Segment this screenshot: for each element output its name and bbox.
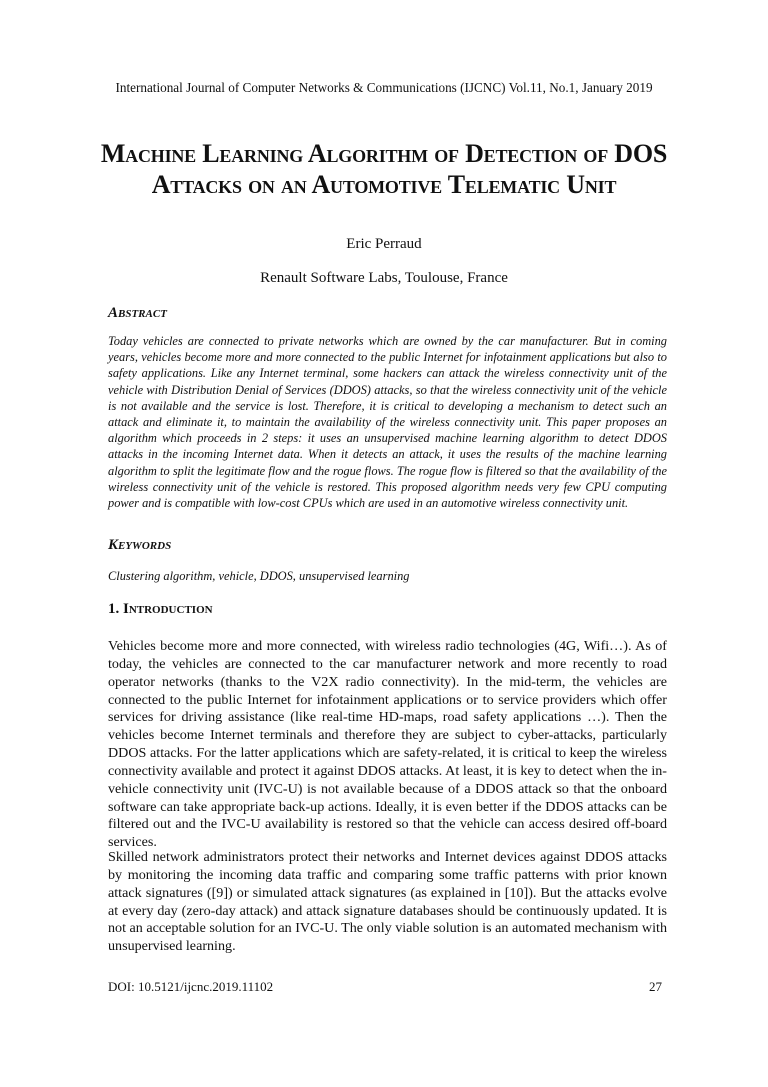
running-head: International Journal of Computer Networks & Communications (IJCNC) Vol.11, No.1, January 2019	[115, 80, 653, 95]
keywords-heading: Keywords	[108, 537, 172, 553]
abstract-heading: Abstract	[108, 305, 167, 321]
page-number: 27	[649, 979, 662, 994]
intro-paragraph-1: Vehicles become more and more connected, with wireless radio technologies (4G, Wifi…). As of today, the vehicles are connected to the car manufacturer network and more recently to road operator networks (thanks to the V2X radio connectivity). In the mid-term, the vehicles are connected to the public Internet for infotainment applications or to service providers which offer services for driving assistance (like real-time HD-maps, road safety applications …). Then the vehicles become Internet terminals and therefore they are subject to cyber-attacks, particularly DDOS attacks. For the latter applications which are safety-related, it is critical to keep the wireless connectivity available and protect it against DDOS attacks. At least, it is key to detect when the in-vehicle connectivity unit (IVC-U) is not available because of a DDOS attack so that the onboard software can take appropriate back-up actions. Ideally, it is even better if the DDOS attacks can be filtered out and the IVC-U availability is restored so that the vehicle can access desired off-board services.	[108, 638, 667, 851]
intro-paragraph-2: Skilled network administrators protect their networks and Internet devices against DDOS attacks by monitoring the incoming data traffic and comparing some traffic patterns with prior known attack signatures ([9]) or simulated attack signatures (as explained in [10]). But the attacks evolve at every day (zero-day attack) and attack signature databases should be continuously updated. It is not an acceptable solution for an IVC-U. The only viable solution is an automated mechanism with unsupervised learning.	[108, 849, 667, 955]
author-name: Eric Perraud	[346, 236, 422, 252]
paper-title: Machine Learning Algorithm of Detection of DOS Attacks on an Automotive Telematic Unit	[100, 139, 668, 199]
author-affiliation: Renault Software Labs, Toulouse, France	[260, 270, 508, 286]
keywords-text: Clustering algorithm, vehicle, DDOS, unsupervised learning	[108, 569, 410, 583]
footer-doi: DOI: 10.5121/ijcnc.2019.11102	[108, 979, 274, 994]
introduction-heading: 1. Introduction	[108, 601, 213, 617]
abstract-text: Today vehicles are connected to private networks which are owned by the car manufacturer. But in coming years, vehicles become more and more connected to the public Internet for infotainment applications but also to safety applications. Like any Internet terminal, some hackers can attack the wireless connectivity unit of the vehicle with Distribution Denial of Services (DDOS) attacks, so that the wireless connectivity unit of the vehicle is not available and the service is lost. Therefore, it is critical to developing a mechanism to detect such an attack and eliminate it, to maintain the availability of the wireless connectivity unit. This paper proposes an algorithm which proceeds in 2 steps: it uses an unsupervised machine learning algorithm to detect DDOS attacks in the incoming Internet data. When it detects an attack, it uses the results of the machine learning algorithm to split the legitimate flow and the rogue flows. The rogue flow is filtered so that the availability of the wireless connectivity unit of the vehicle is restored. This proposed algorithm needs very few CPU computing power and is compatible with low-cost CPUs which are used in an automotive wireless connectivity unit.	[108, 334, 667, 511]
